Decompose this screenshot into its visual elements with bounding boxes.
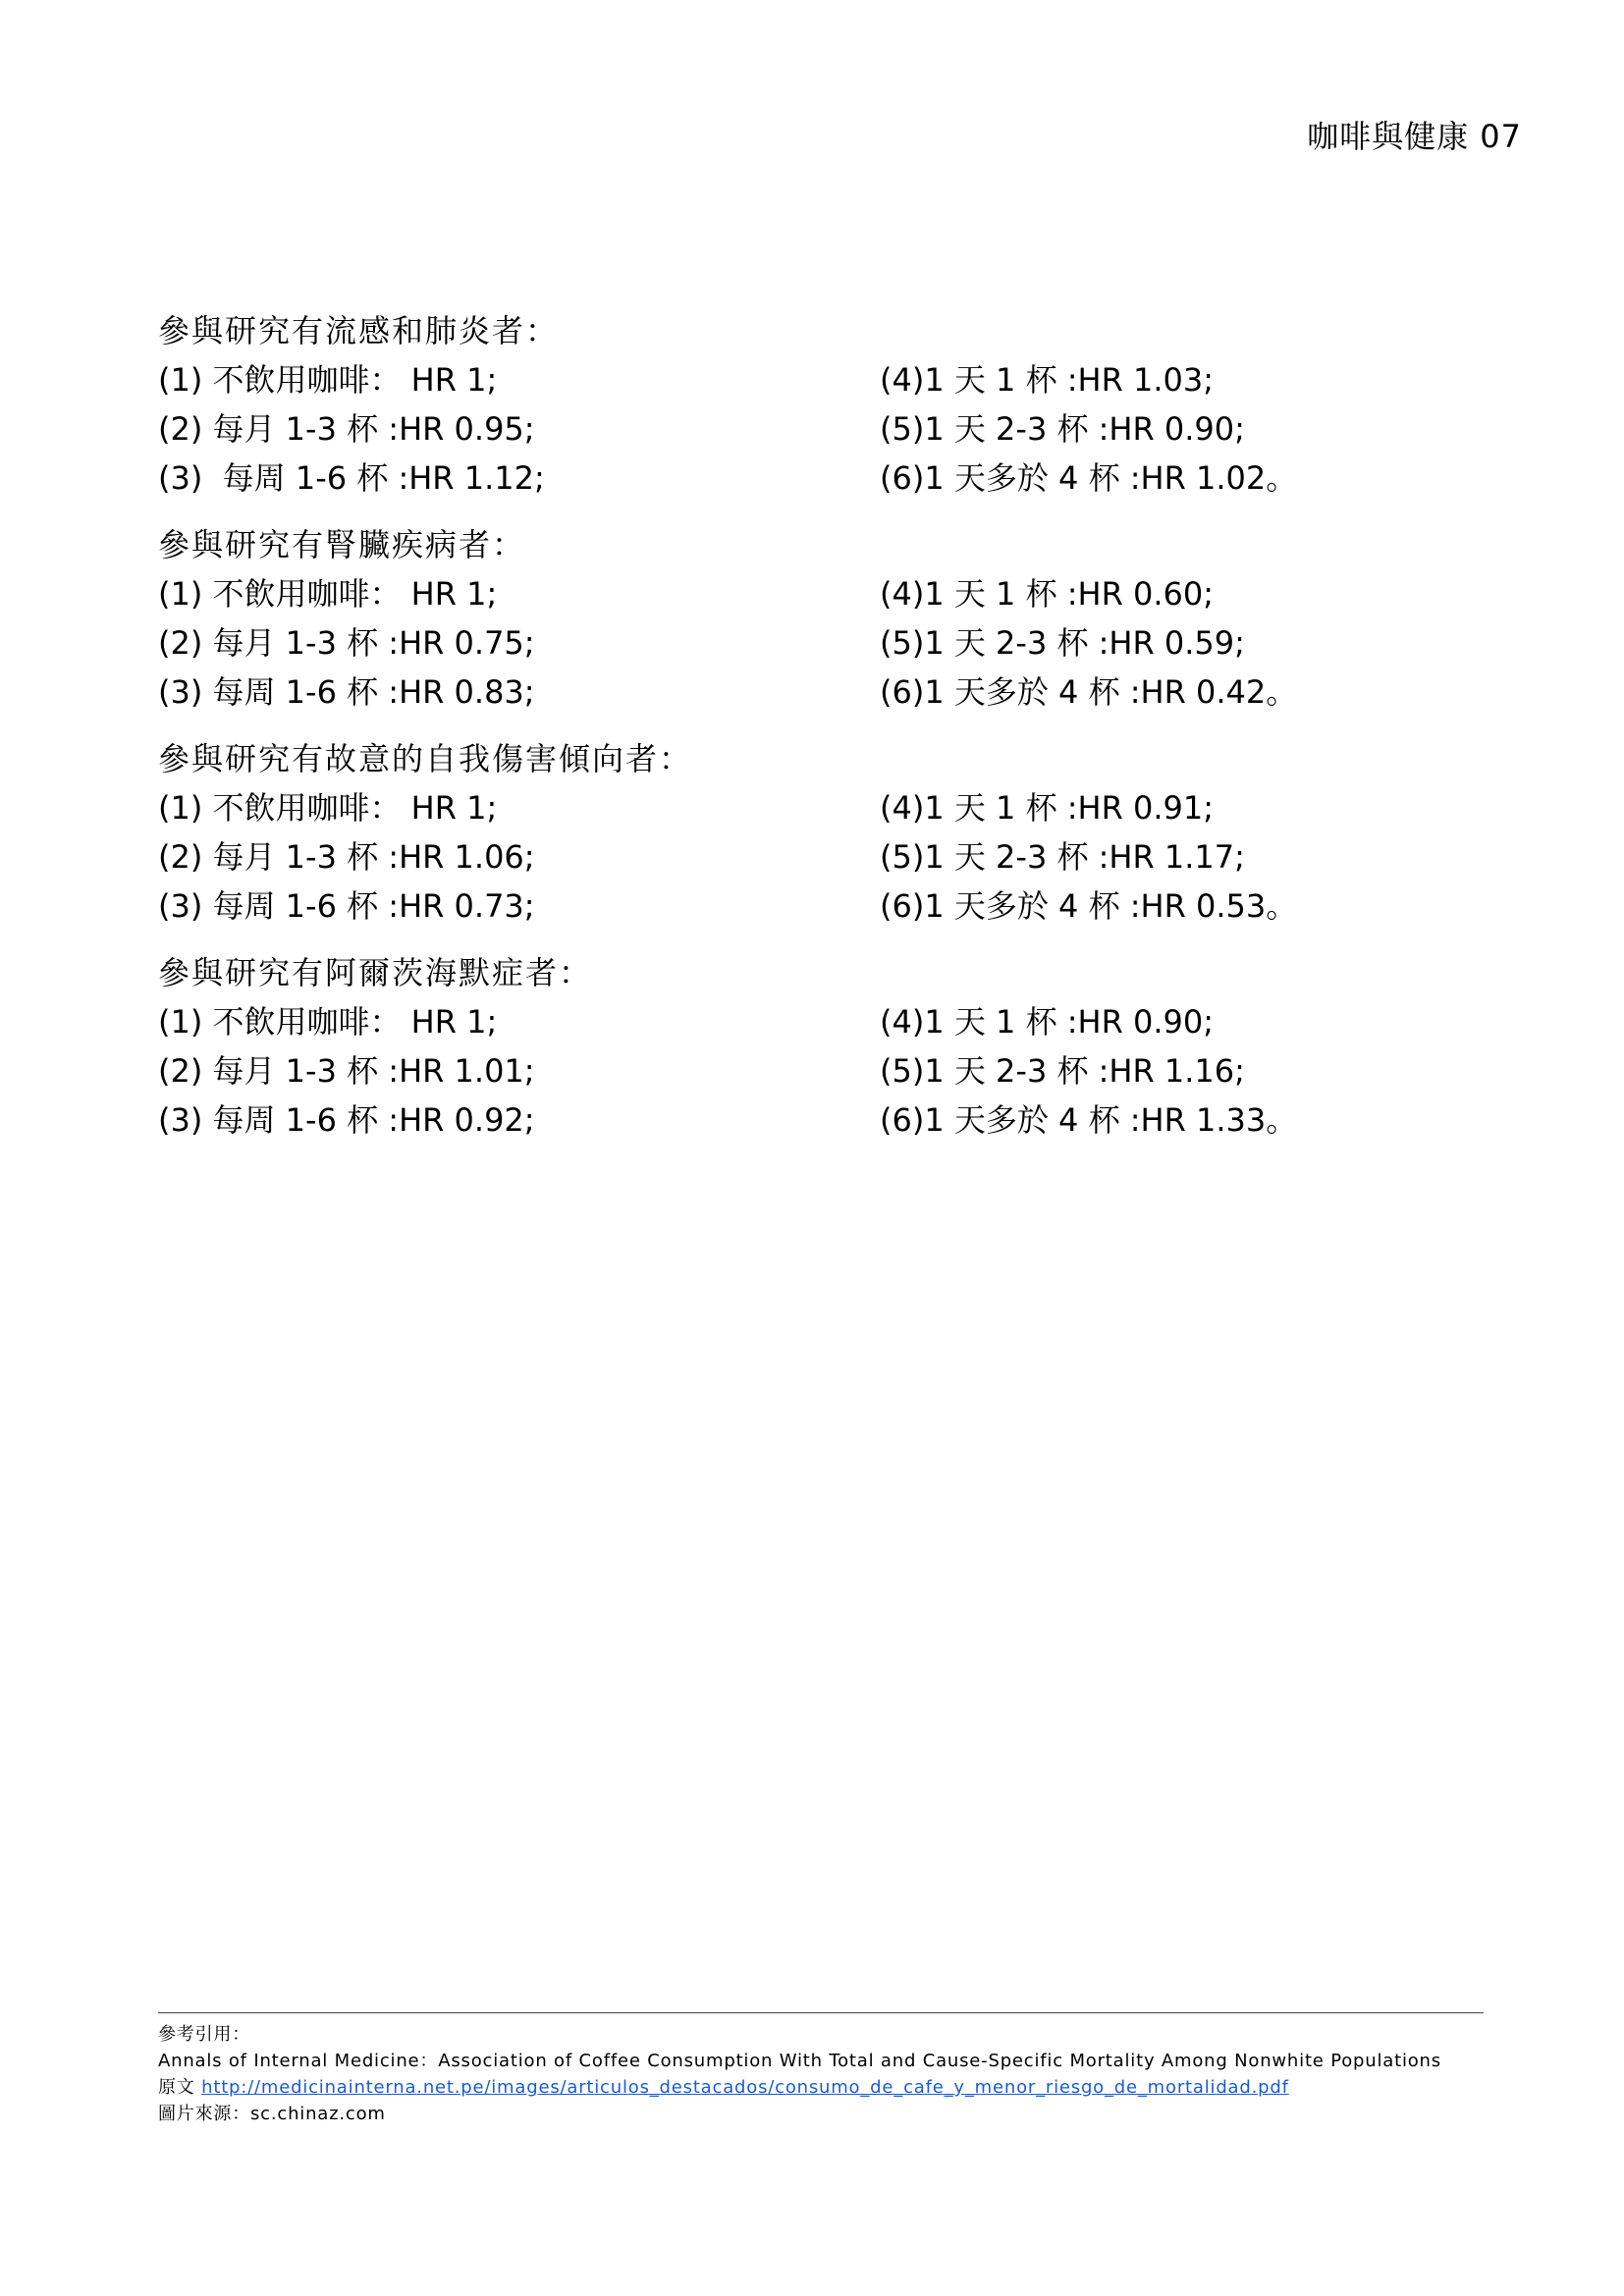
hr-item: (3) 每周 1-6 杯 :HR 0.92; <box>158 1101 535 1139</box>
hr-item: (2) 每月 1-3 杯 :HR 0.75; <box>158 624 535 662</box>
references-footer <box>158 2012 1484 2127</box>
section-self-harm <box>158 734 1484 931</box>
hr-item: (6)1 天多於 4 杯 :HR 1.33。 <box>880 1101 1298 1139</box>
content-body <box>158 306 1484 1162</box>
source-line <box>158 2074 1484 2101</box>
hr-item: (6)1 天多於 4 杯 :HR 0.42。 <box>880 673 1298 711</box>
hr-item: (1) 不飲用咖啡： HR 1; <box>158 1003 498 1041</box>
section-influenza-pneumonia <box>158 306 1484 503</box>
hr-item: (4)1 天 1 杯 :HR 1.03; <box>880 361 1215 399</box>
hr-list <box>158 355 1484 503</box>
section-title: 參與研究有腎臟疾病者： <box>158 526 526 563</box>
hr-list <box>158 569 1484 717</box>
hr-item: (5)1 天 2-3 杯 :HR 0.90; <box>880 410 1245 448</box>
image-credit: 圖片來源：sc.chinaz.com <box>158 2104 386 2124</box>
hr-item: (4)1 天 1 杯 :HR 0.90; <box>880 1003 1215 1041</box>
hr-item: (6)1 天多於 4 杯 :HR 1.02。 <box>880 459 1298 497</box>
hr-item: (5)1 天 2-3 杯 :HR 1.16; <box>880 1052 1245 1090</box>
section-kidney-disease <box>158 520 1484 717</box>
references-label: 參考引用： <box>158 2024 250 2045</box>
hr-item: (6)1 天多於 4 杯 :HR 0.53。 <box>880 887 1298 925</box>
source-link[interactable]: http://medicinainterna.net.pe/images/articulos_destacados/consumo_de_cafe_y_menor_riesgo_de_mortalidad.pdf <box>201 2077 1289 2098</box>
hr-item: (1) 不飲用咖啡： HR 1; <box>158 789 498 827</box>
hr-item: (4)1 天 1 杯 :HR 0.60; <box>880 575 1215 613</box>
hr-item: (3) 每周 1-6 杯 :HR 0.73; <box>158 887 535 925</box>
hr-item: (4)1 天 1 杯 :HR 0.91; <box>880 789 1215 827</box>
hr-item: (2) 每月 1-3 杯 :HR 0.95; <box>158 410 535 448</box>
hr-item: (2) 每月 1-3 杯 :HR 1.06; <box>158 838 535 876</box>
citation-text: Annals of Internal Medicine：Association of Coffee Consumption With Total and Cause-Specific Mortality Among Nonwhite Populations <box>158 2051 1441 2071</box>
page-header: 咖啡與健康 07 <box>1307 118 1522 155</box>
section-alzheimers <box>158 948 1484 1145</box>
hr-item: (2) 每月 1-3 杯 :HR 1.01; <box>158 1052 535 1090</box>
hr-item: (5)1 天 2-3 杯 :HR 0.59; <box>880 624 1245 662</box>
section-title: 參與研究有阿爾茨海默症者： <box>158 954 593 991</box>
hr-list <box>158 997 1484 1145</box>
source-prefix: 原文 <box>158 2077 202 2098</box>
hr-list <box>158 783 1484 931</box>
hr-item: (3) 每周 1-6 杯 :HR 0.83; <box>158 673 535 711</box>
section-title: 參與研究有流感和肺炎者： <box>158 312 560 349</box>
hr-item: (1) 不飲用咖啡： HR 1; <box>158 361 498 399</box>
hr-item: (5)1 天 2-3 杯 :HR 1.17; <box>880 838 1245 876</box>
section-title: 參與研究有故意的自我傷害傾向者： <box>158 740 693 777</box>
hr-item: (1) 不飲用咖啡： HR 1; <box>158 575 498 613</box>
hr-item: (3) 每周 1-6 杯 :HR 1.12; <box>158 459 545 497</box>
